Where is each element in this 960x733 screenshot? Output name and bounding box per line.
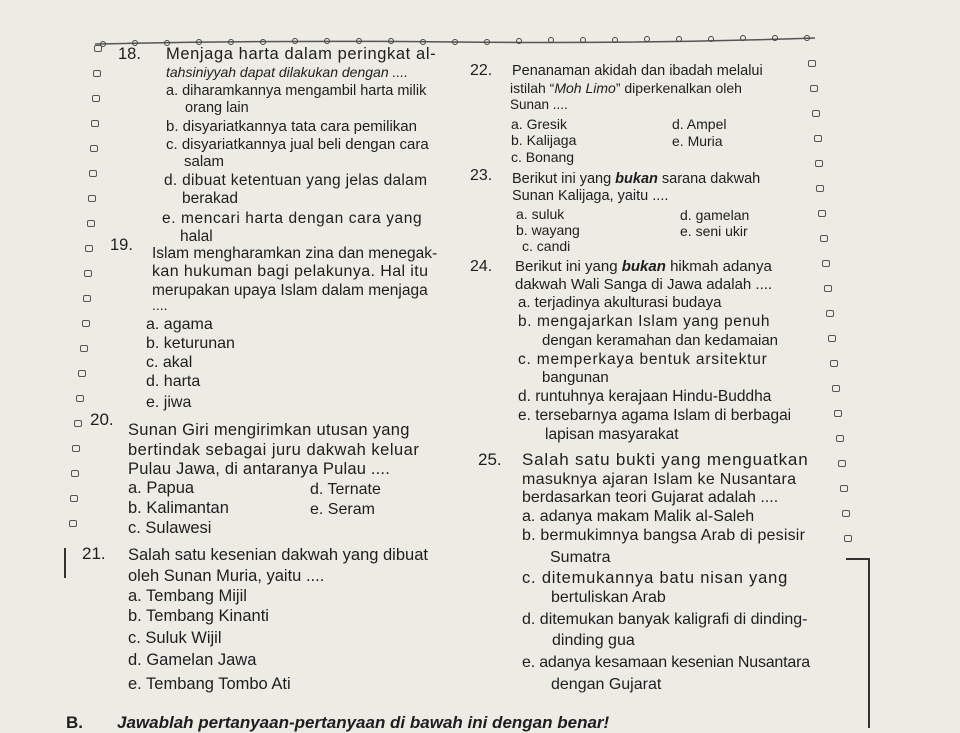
q25-option-b[interactable]: b. bermukimnya bangsa Arab di pesisir <box>522 527 806 544</box>
q24-option-c[interactable]: c. memperkaya bentuk arsitektur <box>518 351 768 368</box>
q22-stem-line2-end: ” diperkenalkan oleh <box>615 80 742 96</box>
section-b-letter: B. <box>66 713 83 732</box>
q18-option-b[interactable]: b. disyariatkannya tata cara pemilikan <box>166 118 417 135</box>
q24-stem-line1 <box>515 258 772 276</box>
q20-option-e[interactable]: e. Seram <box>310 501 375 518</box>
q20-stem-line1: Sunan Giri mengirimkan utusan yang <box>128 421 410 439</box>
q20-option-c[interactable]: c. Sulawesi <box>128 519 212 537</box>
q23-option-c[interactable]: c. candi <box>522 238 571 254</box>
q22-stem-line1: Penanaman akidah dan ibadah melalui <box>512 63 763 79</box>
q21-number: 21. <box>82 544 106 563</box>
q25-option-e-cont: dengan Gujarat <box>551 676 662 693</box>
section-b-title: Jawablah pertanyaan-pertanyaan di bawah ini dengan benar! <box>117 713 610 732</box>
q25-option-d[interactable]: d. ditemukan banyak kaligrafi di dinding- <box>522 611 808 628</box>
q25-option-c[interactable]: c. ditemukannya batu nisan yang <box>522 569 789 587</box>
q21-stem-line2: oleh Sunan Muria, yaitu .... <box>128 567 325 585</box>
q19-option-a[interactable]: a. agama <box>146 316 213 333</box>
q18-option-d[interactable]: d. dibuat ketentuan yang jelas dalam <box>164 172 428 189</box>
q23-number: 23. <box>470 167 493 184</box>
q21-option-c[interactable]: c. Suluk Wijil <box>128 629 222 647</box>
q18-option-a[interactable]: a. diharamkannya mengambil harta milik <box>166 83 427 99</box>
corner-mark-right-vertical <box>868 558 870 728</box>
q20-option-a[interactable]: a. Papua <box>128 479 195 497</box>
corner-mark-right <box>846 558 868 560</box>
q25-stem-line1: Salah satu bukti yang menguatkan <box>522 450 809 469</box>
q24-option-e[interactable]: e. tersebarnya agama Islam di berbagai <box>518 407 792 424</box>
q22-stem-line2-start: istilah “ <box>510 80 555 96</box>
q18-stem-line1: Menjaga harta dalam peringkat al- <box>166 45 437 63</box>
q24-option-d[interactable]: d. runtuhnya kerajaan Hindu-Buddha <box>518 388 772 405</box>
q22-number: 22. <box>470 62 493 79</box>
q18-option-e-cont: halal <box>180 228 213 245</box>
q25-number: 25. <box>478 450 502 469</box>
q18-option-c[interactable]: c. disyariatkannya jual beli dengan cara <box>166 136 429 153</box>
q23-option-a[interactable]: a. suluk <box>516 206 565 222</box>
q24-stem-line1-start: Berikut ini yang <box>515 258 622 275</box>
q19-option-b[interactable]: b. keturunan <box>146 335 235 352</box>
q19-option-e[interactable]: e. jiwa <box>146 394 192 411</box>
q24-option-b-cont: dengan keramahan dan kedamaian <box>542 332 779 349</box>
q22-stem-line3: Sunan .... <box>510 97 568 112</box>
q25-option-c-cont: bertuliskan Arab <box>551 589 666 606</box>
q22-option-d[interactable]: d. Ampel <box>672 116 727 132</box>
q24-stem-line1-end: hikmah adanya <box>665 258 772 275</box>
q23-stem-line1 <box>512 170 760 188</box>
q21-option-a[interactable]: a. Tembang Mijil <box>128 587 247 605</box>
q21-stem-line1: Salah satu kesenian dakwah yang dibuat <box>128 546 428 564</box>
q25-option-a[interactable]: a. adanya makam Malik al-Saleh <box>522 508 755 525</box>
q18-option-d-cont: berakad <box>182 190 239 207</box>
section-b-heading <box>66 713 609 733</box>
q23-option-e[interactable]: e. seni ukir <box>680 223 748 239</box>
q23-stem-line2: Sunan Kalijaga, yaitu .... <box>512 188 669 204</box>
q25-option-d-cont: dinding gua <box>552 632 635 649</box>
q20-stem-line2: bertindak sebagai juru dakwah keluar <box>128 441 420 459</box>
q23-stem-line1-emphasis: bukan <box>615 171 658 187</box>
q20-stem-line3: Pulau Jawa, di antaranya Pulau .... <box>128 460 390 478</box>
q23-option-b[interactable]: b. wayang <box>516 222 580 238</box>
q18-stem-line2: tahsiniyyah dapat dilakukan dengan .... <box>166 64 409 80</box>
q22-option-c[interactable]: c. Bonang <box>511 149 575 165</box>
q18-option-c-cont: salam <box>184 153 225 170</box>
q24-option-e-cont: lapisan masyarakat <box>545 426 679 443</box>
q21-option-d[interactable]: d. Gamelan Jawa <box>128 651 257 669</box>
q22-stem-line2-term: Moh Limo <box>554 80 616 96</box>
q25-stem-line2: masuknya ajaran Islam ke Nusantara <box>522 471 797 488</box>
q23-option-d[interactable]: d. gamelan <box>680 207 750 223</box>
q21-option-b[interactable]: b. Tembang Kinanti <box>128 607 269 625</box>
q24-stem-line1-emphasis: bukan <box>621 258 666 275</box>
q22-option-b[interactable]: b. Kalijaga <box>511 132 577 148</box>
q19-stem-line2: kan hukuman bagi pelakunya. Hal itu <box>152 263 429 280</box>
q22-stem-line2 <box>510 79 742 97</box>
q19-stem-line3: merupakan upaya Islam dalam menjaga <box>152 282 428 299</box>
q21-option-e[interactable]: e. Tembang Tombo Ati <box>128 675 291 693</box>
q23-stem-line1-end: sarana dakwah <box>657 171 761 187</box>
q24-number: 24. <box>470 258 493 275</box>
q18-option-a-cont: orang lain <box>185 100 249 116</box>
q24-option-a[interactable]: a. terjadinya akulturasi budaya <box>518 294 722 311</box>
q22-option-a[interactable]: a. Gresik <box>511 116 568 132</box>
q25-stem-line3: berdasarkan teori Gujarat adalah .... <box>522 489 779 506</box>
q20-option-d[interactable]: d. Ternate <box>310 481 381 498</box>
q19-option-c[interactable]: c. akal <box>146 354 193 371</box>
q18-number: 18. <box>118 45 141 63</box>
q19-stem-line4: .... <box>152 297 168 313</box>
q25-option-e[interactable]: e. adanya kesamaan kesenian Nusantara <box>522 654 810 671</box>
q25-option-b-cont: Sumatra <box>550 549 611 566</box>
q19-stem-line1: Islam mengharamkan zina dan menegak- <box>152 245 438 262</box>
q19-number: 19. <box>110 236 133 254</box>
q22-option-e[interactable]: e. Muria <box>672 133 723 149</box>
q24-stem-line2: dakwah Wali Sanga di Jawa adalah .... <box>515 276 773 293</box>
corner-mark-left <box>64 548 66 578</box>
q24-option-b[interactable]: b. mengajarkan Islam yang penuh <box>518 313 771 330</box>
q24-option-c-cont: bangunan <box>542 369 609 386</box>
q23-stem-line1-start: Berikut ini yang <box>512 171 616 187</box>
q18-option-e[interactable]: e. mencari harta dengan cara yang <box>162 210 423 227</box>
q20-number: 20. <box>90 410 114 429</box>
q20-option-b[interactable]: b. Kalimantan <box>128 499 229 517</box>
q19-option-d[interactable]: d. harta <box>146 373 201 390</box>
